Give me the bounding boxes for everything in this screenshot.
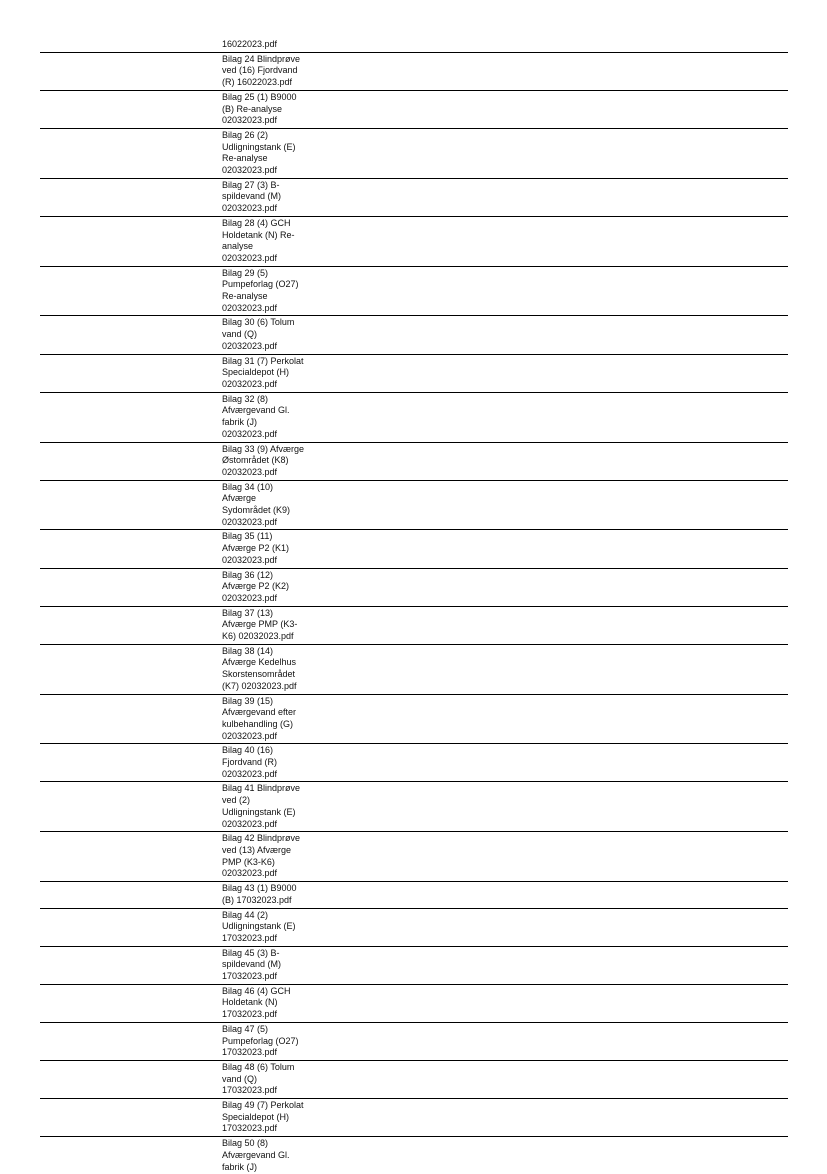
attachment-cell: Bilag 35 (11) Afværge P2 (K1) 02032023.pdf bbox=[222, 531, 290, 565]
attachment-cell: Bilag 36 (12) Afværge P2 (K2) 02032023.pdf bbox=[222, 569, 290, 603]
attachment-cell: Bilag 29 (5) Pumpeforlag (O27) Re-analyse 02032023.pdf bbox=[222, 267, 299, 313]
table-row bbox=[40, 217, 788, 267]
table-row bbox=[40, 53, 788, 91]
table-row bbox=[40, 909, 788, 947]
attachment-cell: Bilag 44 (2) Udligningstank (E) 17032023.pdf bbox=[222, 909, 296, 943]
table-row bbox=[40, 1061, 788, 1099]
attachment-cell: Bilag 32 (8) Afværgevand Gl. fabrik (J) 02032023.pdf bbox=[222, 393, 290, 439]
attachment-cell: Bilag 40 (16) Fjordvand (R) 02032023.pdf bbox=[222, 745, 278, 779]
table-row bbox=[40, 947, 788, 985]
table-row bbox=[40, 1099, 788, 1137]
table-row bbox=[40, 530, 788, 568]
attachment-cell: Bilag 38 (14) Afværge Kedelhus Skorstensområdet (K7) 02032023.pdf bbox=[222, 645, 297, 691]
attachment-cell: Bilag 43 (1) B9000 (B) 17032023.pdf bbox=[222, 883, 297, 905]
table-row bbox=[40, 267, 788, 317]
attachment-cell: Bilag 31 (7) Perkolat Specialdepot (H) 02032023.pdf bbox=[222, 355, 304, 389]
attachment-cell: Bilag 25 (1) B9000 (B) Re-analyse 02032023.pdf bbox=[222, 91, 297, 126]
attachment-cell: Bilag 26 (2) Udligningstank (E) Re-analyse 02032023.pdf bbox=[222, 129, 296, 176]
attachment-cell: Bilag 34 (10) Afværge Sydområdet (K9) 02032023.pdf bbox=[222, 481, 291, 527]
table-row bbox=[40, 782, 788, 832]
table-row bbox=[40, 316, 788, 354]
table-row bbox=[40, 607, 788, 645]
attachment-cell: Bilag 37 (13) Afværge PMP (K3- K6) 02032023.pdf bbox=[222, 607, 298, 642]
table-row bbox=[40, 569, 788, 607]
table-row bbox=[40, 882, 788, 908]
attachment-cell: 16022023.pdf bbox=[222, 39, 278, 49]
attachment-cell: Bilag 49 (7) Perkolat Specialdepot (H) 17032023.pdf bbox=[222, 1100, 304, 1134]
attachment-cell: Bilag 50 (8) Afværgevand Gl. fabrik (J) bbox=[222, 1138, 290, 1172]
table-row bbox=[40, 1023, 788, 1061]
table-row bbox=[40, 832, 788, 882]
table-row bbox=[40, 179, 788, 217]
attachment-cell: Bilag 45 (3) B- spildevand (M) 17032023.pdf bbox=[222, 947, 282, 982]
table-row bbox=[40, 695, 788, 745]
attachment-cell: Bilag 27 (3) B- spildevand (M) 02032023.pdf bbox=[222, 179, 282, 214]
table-row bbox=[40, 443, 788, 481]
attachment-cell: Bilag 42 Blindprøve ved (13) Afværge PMP (K3-K6) 02032023.pdf bbox=[222, 833, 301, 879]
attachment-cell: Bilag 30 (6) Tolum vand (Q) 02032023.pdf bbox=[222, 317, 295, 351]
table-row bbox=[40, 393, 788, 443]
attachment-cell: Bilag 48 (6) Tolum vand (Q) 17032023.pdf bbox=[222, 1061, 295, 1096]
table-row bbox=[40, 744, 788, 782]
attachment-list bbox=[40, 38, 788, 1174]
table-row bbox=[40, 38, 788, 53]
table-row bbox=[40, 355, 788, 393]
table-row bbox=[40, 481, 788, 531]
table-row bbox=[40, 985, 788, 1023]
attachment-cell: Bilag 24 Blindprøve ved (16) Fjordvand (R) 16022023.pdf bbox=[222, 53, 301, 88]
attachment-cell: Bilag 46 (4) GCH Holdetank (N) 17032023.pdf bbox=[222, 985, 291, 1020]
table-row bbox=[40, 1137, 788, 1174]
attachment-cell: Bilag 39 (15) Afværgevand efter kulbehandling (G) 02032023.pdf bbox=[222, 695, 297, 741]
table-row bbox=[40, 129, 788, 179]
attachment-cell: Bilag 33 (9) Afværge Østområdet (K8) 02032023.pdf bbox=[222, 443, 305, 477]
attachment-cell: Bilag 41 Blindprøve ved (2) Udligningstank (E) 02032023.pdf bbox=[222, 783, 301, 829]
table-row bbox=[40, 645, 788, 695]
attachment-cell: Bilag 47 (5) Pumpeforlag (O27) 17032023.pdf bbox=[222, 1023, 299, 1058]
attachment-cell: Bilag 28 (4) GCH Holdetank (N) Re- analyse 02032023.pdf bbox=[222, 217, 295, 263]
table-row bbox=[40, 91, 788, 129]
